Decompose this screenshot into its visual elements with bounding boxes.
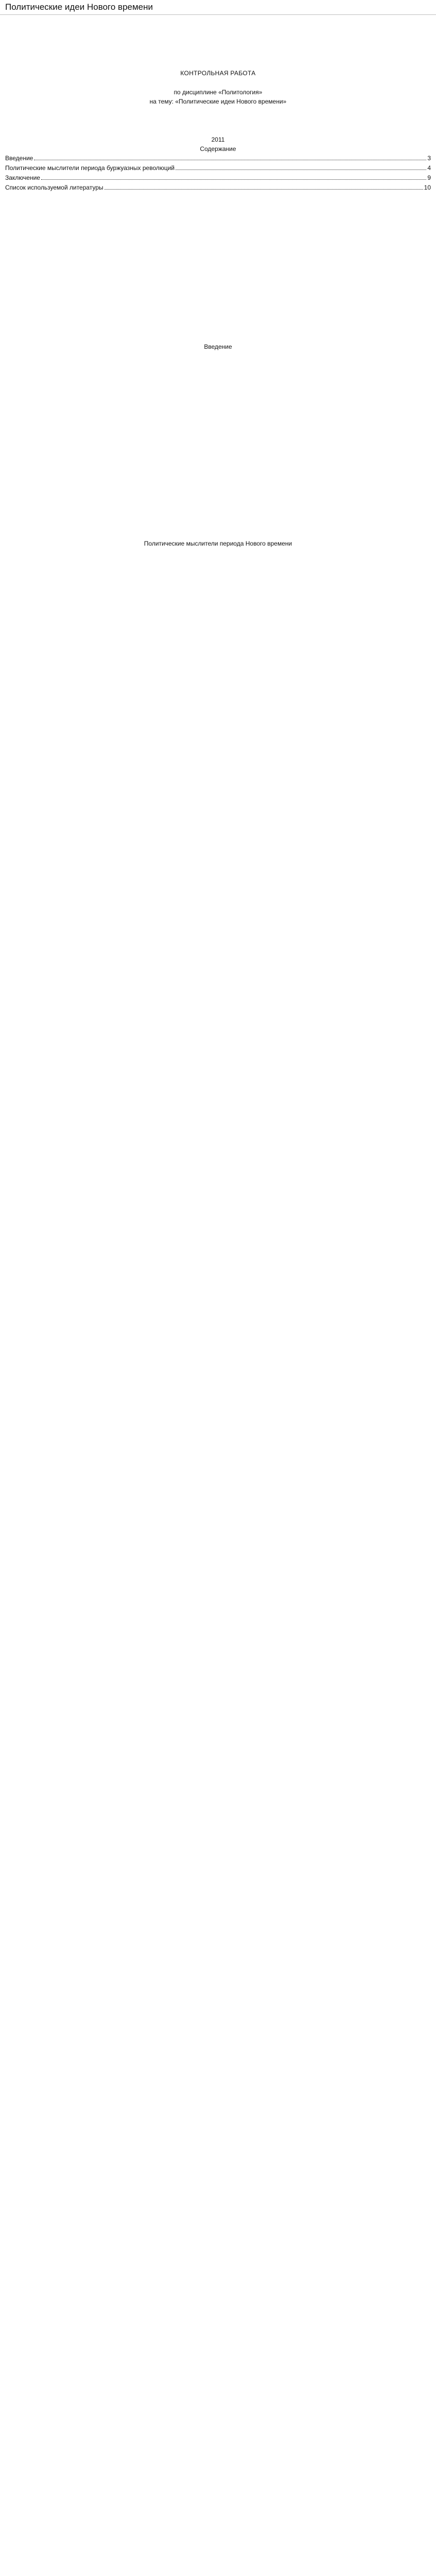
toc-item-label: Заключение — [5, 174, 40, 181]
intro-heading: Введение — [204, 343, 232, 350]
main-section-heading: Политические мыслители периода Нового времени — [144, 540, 292, 547]
work-type: КОНТРОЛЬНАЯ РАБОТА — [180, 70, 256, 77]
toc-item-page: 4 — [427, 164, 431, 172]
toc-item[interactable] — [5, 154, 431, 163]
toc-item-page: 9 — [427, 174, 431, 181]
toc-item-label: Введение — [5, 155, 33, 162]
main-section-text — [5, 557, 431, 2576]
toc-item[interactable] — [5, 173, 431, 183]
table-of-contents — [5, 154, 431, 193]
title-page — [5, 69, 431, 106]
toc-item-label: Политические мыслители периода буржуазных революций — [5, 164, 175, 172]
document-title: Политические идеи Нового времени — [0, 0, 436, 15]
toc-item-page: 10 — [424, 184, 431, 191]
toc-heading: Содержание — [200, 145, 236, 152]
toc-item-label: Список используемой литературы — [5, 184, 103, 191]
topic-line: на тему: «Политические идеи Нового времени» — [149, 98, 287, 105]
toc-item[interactable] — [5, 183, 431, 193]
toc-leader-dots — [104, 189, 423, 190]
year: 2011 — [211, 136, 225, 143]
discipline-line: по дисциплине «Политология» — [173, 89, 263, 96]
toc-item-page: 3 — [427, 155, 431, 162]
intro-text — [5, 361, 431, 508]
toc-item[interactable] — [5, 163, 431, 173]
toc-leader-dots — [41, 179, 426, 180]
